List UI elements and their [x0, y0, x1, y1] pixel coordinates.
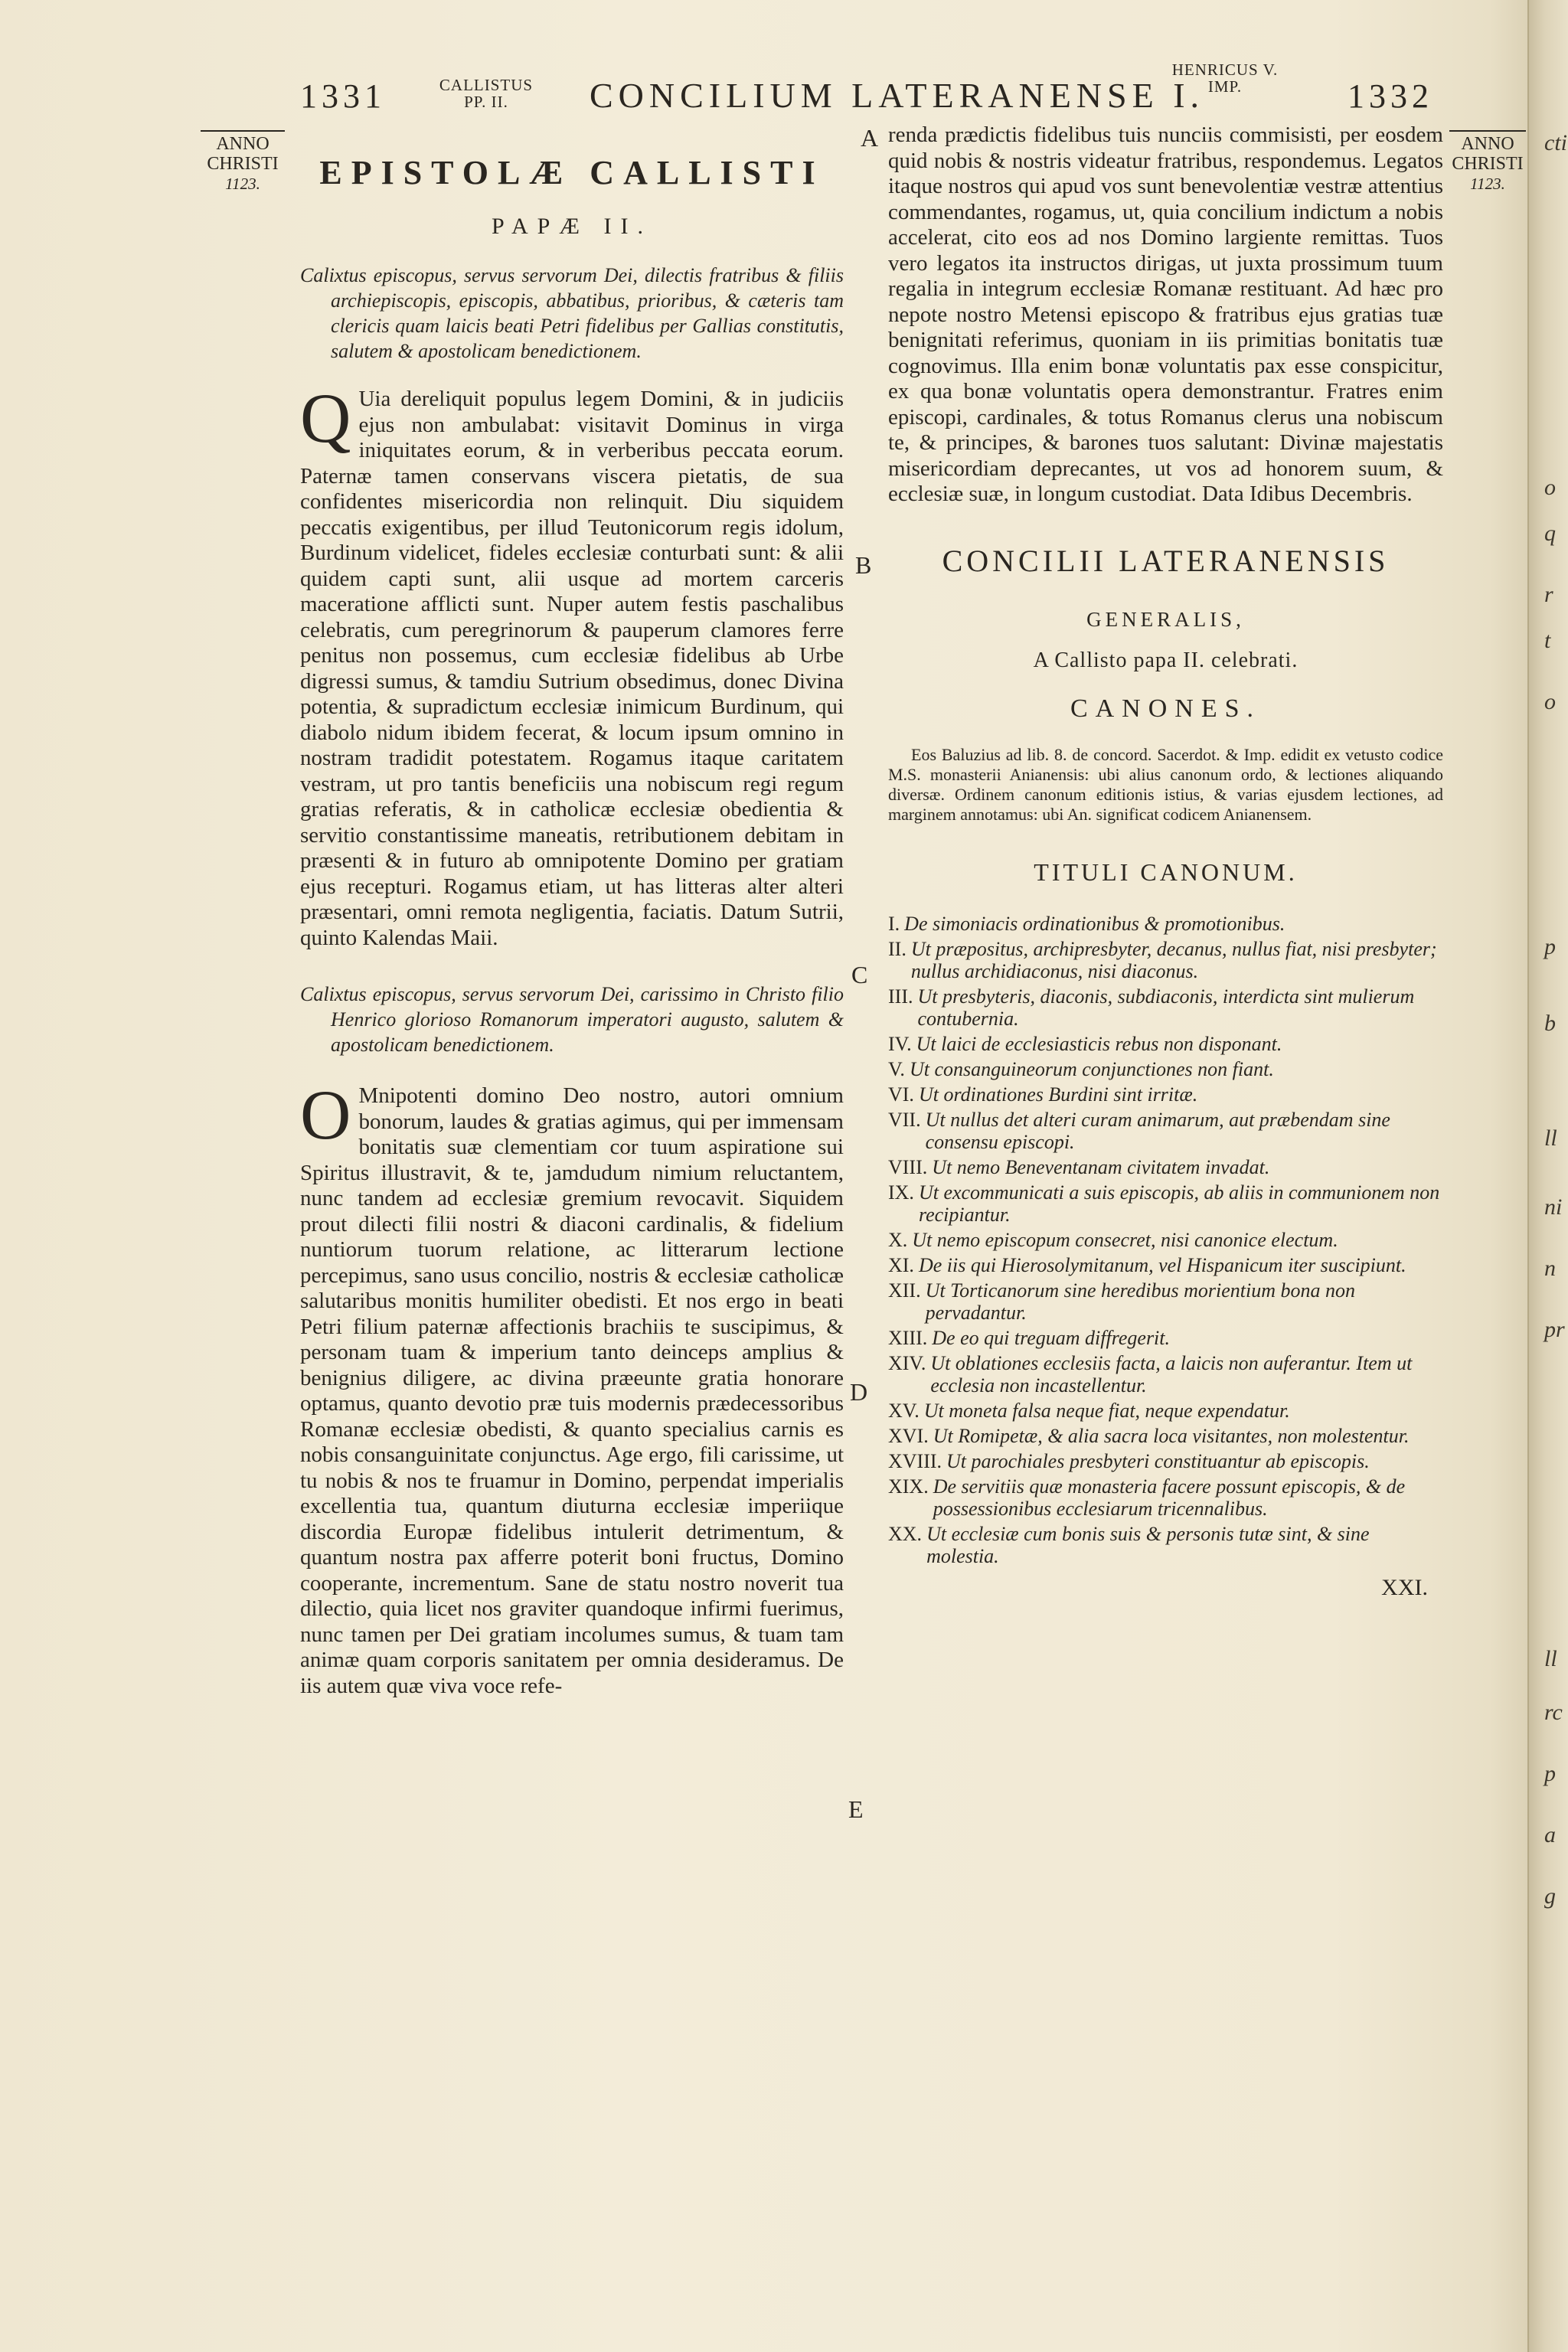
margin-letter-e: E	[848, 1795, 864, 1823]
titulus-number: III.	[888, 985, 913, 1008]
running-title: CONCILIUM LATERANENSE I.	[590, 76, 1205, 115]
christi-word: CHRISTI	[207, 154, 279, 174]
edge-fragment: ll	[1544, 1646, 1557, 1671]
titulus-number: XX.	[888, 1522, 923, 1545]
titulus-number: I.	[888, 912, 900, 935]
titulus-text: Ut ordinationes Burdini sint irritæ.	[918, 1083, 1198, 1106]
titulus-item	[888, 913, 1443, 935]
titulus-item	[888, 1083, 1443, 1106]
titulus-item	[888, 1109, 1443, 1153]
titulus-item	[888, 1400, 1443, 1422]
titulus-number: XIV.	[888, 1351, 926, 1374]
pope-name-text: CALLISTUS	[439, 76, 534, 94]
anno-year: 1123.	[225, 175, 260, 193]
left-column	[300, 153, 844, 1699]
anno-word: ANNO	[1461, 134, 1514, 154]
titulus-item	[888, 1450, 1443, 1472]
titulus-number: XII.	[888, 1279, 921, 1302]
titulus-text: Ut Romipetæ, & alia sacra loca visitantes, non molestentur.	[933, 1424, 1410, 1447]
edge-fragment: n	[1544, 1256, 1556, 1281]
celebrati-line: A Callisto papa II. celebrati.	[1033, 648, 1298, 672]
edge-fragment: o	[1544, 475, 1556, 500]
titulus-number: XVIII.	[888, 1449, 942, 1472]
edge-fragment: o	[1544, 689, 1556, 714]
edge-fragment: cti	[1544, 130, 1567, 155]
titulus-number: V.	[888, 1057, 905, 1080]
titulus-item	[888, 1229, 1443, 1251]
titulus-text: Ut consanguineorum conjunctiones non fiant.	[909, 1057, 1274, 1080]
emperor-title-text: IMP.	[1207, 77, 1243, 96]
titulus-number: XVI.	[888, 1424, 929, 1447]
titulus-item	[888, 985, 1443, 1030]
anno-rule	[201, 130, 285, 132]
edge-fragment: t	[1544, 628, 1551, 653]
titulus-item	[888, 1425, 1443, 1447]
titulus-text: De eo qui treguam diffregerit.	[932, 1326, 1171, 1349]
edge-fragment: b	[1544, 1011, 1556, 1036]
titulus-text: Ut moneta falsa neque fiat, neque expendatur.	[923, 1399, 1290, 1422]
margin-letter-b: B	[855, 551, 872, 579]
titulus-text: Ut parochiales presbyteri constituantur ab episcopis.	[946, 1449, 1370, 1472]
anno-word: ANNO	[216, 134, 270, 154]
next-page-edge	[1527, 0, 1568, 2352]
tituli-heading: TITULI CANONUM.	[1034, 858, 1298, 886]
letter1-initial: Q	[300, 379, 351, 457]
titulus-text: De simoniacis ordinationibus & promotionibus.	[904, 912, 1285, 935]
letter1-text: Uia dereliquit populus legem Domini, & in judiciis ejus non ambulabat: visitavit Dominus in virga iniquitates eorum, & in verberibus peccata eorum. Paternæ tamen conservans viscera pietatis, de sua confidentes misericordia non relinquit. Diu siquidem peccatis exigentibus, per illud Teutonicorum regis idolum, Burdinum videlicet, fideles ecclesiæ conturbati sunt: & alii quidem capti sunt, alii usque ad mortem carceris maceratione afflicti sunt. Nuper autem festis paschalibus celebratis, cum peregrinorum & pauperum clamores ferre penitus non possemus, cum ecclesiæ fidelibus ab Urbe digressi sumus, & tamdiu Sutrium obsedimus, donec Divina potentia, & supradictum ecclesiæ inimicum Burdinum, qui diabolo nidum ibidem fecerat, & locum ipsum omnino in nostram tradidit potestatem. Rogamus itaque caritatem vestram, ut pro tantis beneficiis una nobiscum regi regum gratias referatis, & in catholicæ ecclesiæ obedientia & servitio constantissime maneatis, retributionem debitam in præsenti & in futuro ab omnipotente Domino per gratiam ejus recepturi. Rogamus etiam, ut has litteras alter alteri præsentari, omni remota negligentia, faciatis. Datum Sutrii, quinto Kalendas Maii.	[300, 387, 844, 950]
titulus-number: XIII.	[888, 1326, 928, 1349]
canones-heading: CANONES.	[1070, 694, 1262, 723]
titulus-text: De iis qui Hierosolymitanum, vel Hispanicum iter suscipiunt.	[918, 1253, 1406, 1276]
titulus-number: VI.	[888, 1083, 914, 1106]
letter1-salutation: Calixtus episcopus, servus servorum Dei, dilectis fratribus & filiis archiepiscopis, episcopis, abbatibus, prioribus, & cæteris tam clericis quam laicis beati Petri fidelibus per Gallias constitutis, salutem & apostolicam benedictionem.	[300, 264, 844, 362]
emperor-name	[1164, 61, 1286, 95]
titulus-item	[888, 1254, 1443, 1276]
anno-left	[201, 130, 285, 194]
page-number-left: 1331	[300, 77, 386, 115]
emperor-name-text: HENRICUS V.	[1171, 60, 1279, 79]
titulus-item	[888, 1033, 1443, 1055]
pope-title-text: PP. II.	[464, 93, 508, 111]
titulus-number: VII.	[888, 1108, 921, 1131]
anno-right	[1449, 130, 1526, 194]
titulus-text: Ut ecclesiæ cum bonis suis & personis tutæ sint, & sine molestia.	[926, 1522, 1370, 1567]
titulus-item	[888, 1156, 1443, 1178]
titulus-item	[888, 938, 1443, 982]
margin-letter-a: A	[861, 124, 879, 152]
letter2-text: Mnipotenti domino Deo nostro, autori omnium bonorum, laudes & gratias agimus, qui per immensam bonitatis suæ clementiam cor tuum aspiratione sui Spiritus illustravit, & te, jamdudum nimium reluctantem, nunc tandem ad ecclesiæ gremium revocavit. Siquidem prout dilecti filii nostri & diaconi cardinalis, & fidelium nuntiorum tuorum relatione, ac litterarum lectione percepimus, sano usus concilio, nostris & ecclesiæ catholicæ salutaribus monitis humiliter obedisti. Et nos ergo in beati Petri filium paternæ affectionis brachiis te suscipimus, & personam tuam & imperium tanto deinceps amplius & benignius diligere, ac divina præeunte gratia honorare optamus, quanto devotio præ tuis modernis prædecessoribus Romanæ ecclesiæ obedisti, & quanto specialius carnis es nobis consanguinitate conjunctus. Age ergo, fili carissime, ut tu nobis & nos te fruamur in Domino, perpendat imperialis excellentia tua, quantum diuturna ecclesiæ imperiique discordia Europæ fidelibus intulerit detrimentum, & quantum nostra pax afferre poterit boni fructus, Domino cooperante, incrementum. Sane de statu nostro noverit tua dilectio, quia licet nos graviter quandoque infirmi fuerimus, nunc tamen per Dei gratiam incolumes sumus, & tuam tam animæ quam corporis sanitatem per omnia desideramus. De iis autem quæ viva voce refe-	[300, 1083, 844, 1698]
edge-fragment: g	[1544, 1883, 1556, 1909]
edge-fragment: r	[1544, 582, 1553, 607]
titulus-text: Ut nemo Beneventanam civitatem invadat.	[932, 1155, 1270, 1178]
titulus-item	[888, 1475, 1443, 1520]
titulus-number: XV.	[888, 1399, 920, 1422]
letter2-body	[300, 1076, 844, 1699]
edge-fragment: ni	[1544, 1194, 1563, 1220]
epistolae-heading: EPISTOLÆ CALLISTI	[319, 154, 825, 191]
titulus-number: VIII.	[888, 1155, 928, 1178]
christi-word: CHRISTI	[1452, 154, 1524, 174]
titulus-item	[888, 1327, 1443, 1349]
papae-subheading: PAPÆ II.	[492, 214, 652, 239]
margin-letter-c: C	[851, 961, 868, 988]
letter2-initial: O	[300, 1076, 351, 1154]
page-number-right: 1332	[1348, 77, 1433, 115]
edge-fragment: pr	[1544, 1317, 1565, 1342]
right-column	[888, 122, 1443, 1601]
titulus-text: Ut laici de ecclesiasticis rebus non disponant.	[916, 1032, 1282, 1055]
titulus-number: X.	[888, 1228, 908, 1251]
edge-fragment: p	[1544, 1761, 1556, 1786]
titulus-item	[888, 1523, 1443, 1567]
titulus-item	[888, 1181, 1443, 1226]
titulus-number: XI.	[888, 1253, 914, 1276]
titulus-text: Ut presbyteris, diaconis, subdiaconis, interdicta sint mulierum contubernia.	[917, 985, 1415, 1030]
titulus-text: Ut præpositus, archipresbyter, decanus, nullus fiat, nisi presbyter; nullus archidiaconus, nisi diaconus.	[910, 937, 1437, 982]
anno-rule	[1449, 130, 1526, 132]
concilii-heading: CONCILII LATERANENSIS	[942, 543, 1390, 578]
titulus-text: Ut oblationes ecclesiis facta, a laicis non auferantur. Item ut ecclesia non incastellentur.	[930, 1351, 1413, 1396]
baluzius-note: Eos Baluzius ad lib. 8. de concord. Sacerdot. & Imp. edidit ex vetusto codice M.S. monasterii Anianensis: ubi alius canonum ordo, & lectiones aliquando diversæ. Ordinem canonum editionis istius, & varias ejusdem lectiones, ad marginem annotamus: ubi An. significat codicem Anianensem.	[888, 744, 1443, 824]
edge-fragment: p	[1544, 934, 1556, 959]
titulus-text: Ut Torticanorum sine heredibus morientium bona non pervadantur.	[925, 1279, 1356, 1324]
titulus-text: De servitiis quæ monasteria facere possunt episcopis, & de possessionibus ecclesiarum tricennalibus.	[933, 1475, 1406, 1520]
edge-fragment: q	[1544, 521, 1556, 546]
edge-fragment: ll	[1544, 1125, 1557, 1151]
titulus-item	[888, 1058, 1443, 1080]
titulus-number: XIX.	[888, 1475, 929, 1498]
generalis-line: GENERALIS,	[1086, 607, 1245, 631]
titulus-text: Ut nemo episcopum consecret, nisi canonice electum.	[912, 1228, 1338, 1251]
titulus-text: Ut excommunicati a suis episcopis, ab aliis in communionem non recipiantur.	[918, 1181, 1440, 1226]
letter2-salutation: Calixtus episcopus, servus servorum Dei, carissimo in Christo filio Henrico glorioso Romanorum imperatori augusto, salutem & apostolicam benedictionem.	[300, 983, 844, 1056]
titulus-number: II.	[888, 937, 906, 960]
titulus-number: IX.	[888, 1181, 914, 1204]
titulus-text: Ut nullus det alteri curam animarum, aut præbendam sine consensu episcopi.	[925, 1108, 1390, 1153]
edge-fragment: a	[1544, 1822, 1556, 1847]
letter1-body	[300, 379, 844, 951]
titulus-item	[888, 1352, 1443, 1396]
catchword: XXI.	[1381, 1574, 1428, 1600]
edge-fragment: rc	[1544, 1700, 1563, 1725]
letter2-continued: renda prædictis fidelibus tuis nunciis commisisti, per eosdem quid nobis & nostris videatur fratribus, respondemus. Legatos itaque nostros qui apud vos sunt benevolentiæ vestræ attentius commendantes, rogamus, ut, quia concilium indictum a nobis accelerat, cito eos ad nos Domino largiente remittas. Tuos vero legatos ita instructos dirigas, ut juxta prossimum tuum regalia in integrum ecclesiæ Romanæ restituant. Ad hæc pro nepote nostro Metensi episcopo & fratribus ejus gratias tuæ benignitati referimus, quoniam in iis primitias bonitatis tuæ cognovimus. Illa enim bonæ voluntatis pax esse conspicitur, ex qua bonæ voluntatis opera demonstrantur. Fratres enim episcopi, cardinales, & totus Romanus clerus una nobiscum te, & principes, & barones tuos salutant: Divinæ majestatis misericordiam deprecantes, ut vos ad honorem suum, & ecclesiæ suæ, in longum custodiat. Data Idibus Decembris.	[888, 122, 1443, 506]
titulus-item	[888, 1279, 1443, 1324]
margin-letter-d: D	[850, 1378, 868, 1406]
tituli-list	[888, 913, 1443, 1567]
anno-year: 1123.	[1470, 175, 1505, 193]
titulus-number: IV.	[888, 1032, 912, 1055]
pope-name	[433, 77, 540, 110]
